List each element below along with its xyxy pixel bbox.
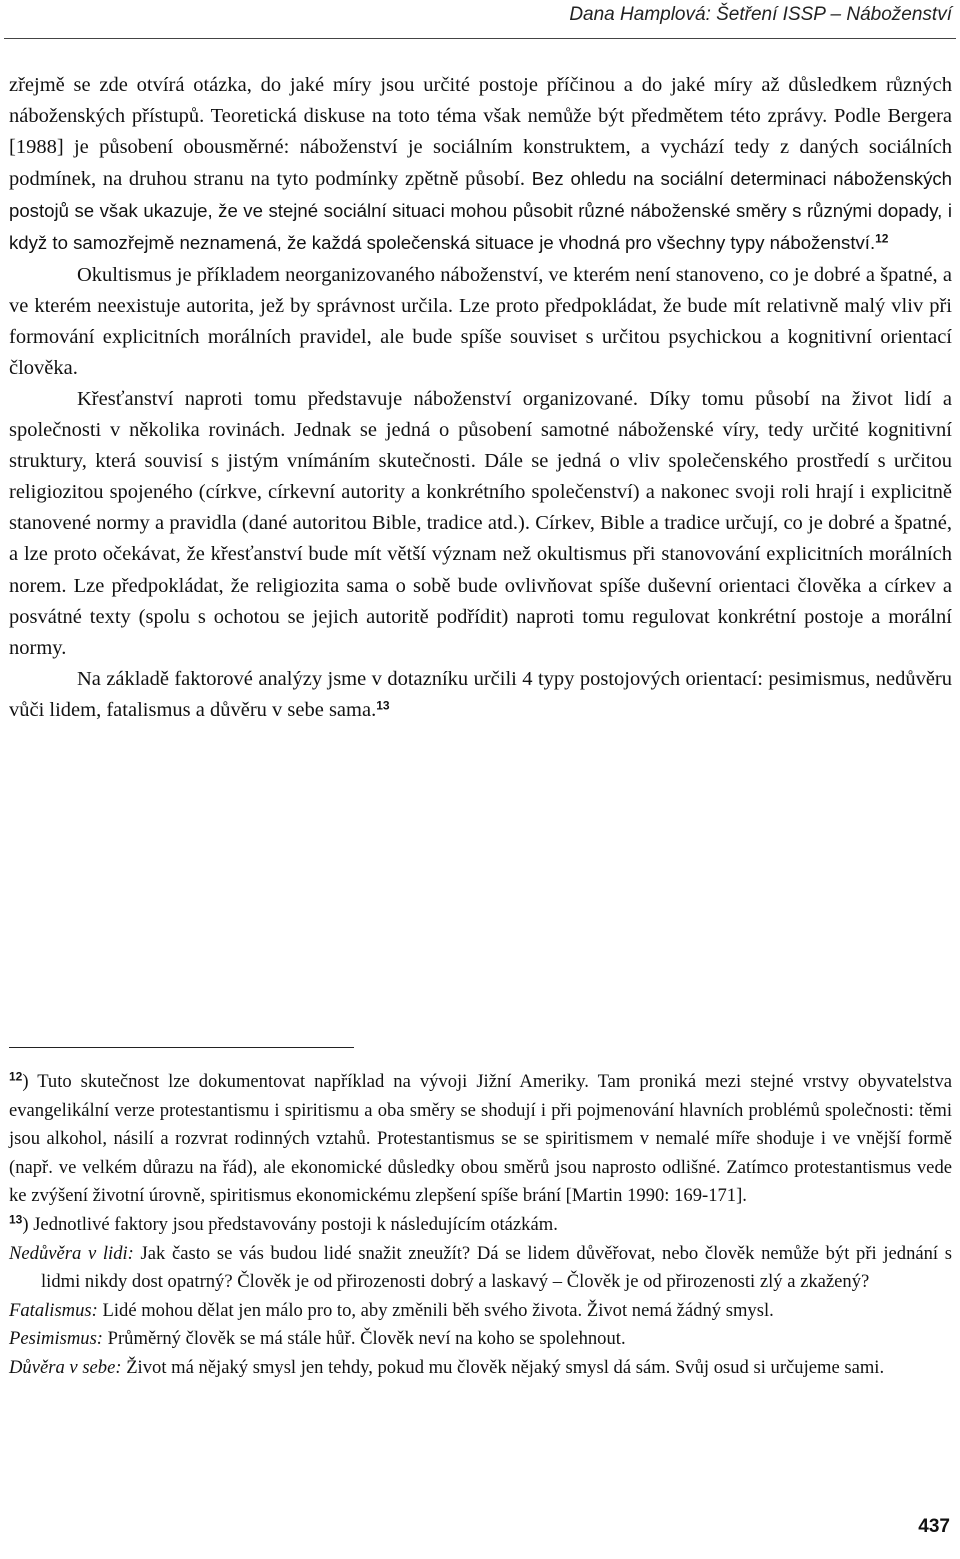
footnote-12-mark: 12 bbox=[9, 1069, 23, 1084]
definition-text: Život má nějaký smysl jen tehdy, pokud mu člověk nějaký smysl dá sám. Svůj osud si určujeme sami. bbox=[121, 1356, 885, 1378]
paragraph-4 bbox=[9, 664, 952, 726]
paragraph-4-text: Na základě faktorové analýzy jsme v dotazníku určili 4 typy postojových orientací: pesimismus, nedůvěru vůči lidem, fatalismus a důvěru v sebe sama. bbox=[9, 667, 952, 721]
definition-nedůvěra bbox=[9, 1240, 952, 1297]
footnote-12 bbox=[9, 1068, 952, 1211]
footnote-ref-13[interactable]: 13 bbox=[376, 698, 390, 713]
definition-text: Průměrný člověk se má stále hůř. Člověk neví na koho se spolehnout. bbox=[103, 1328, 626, 1350]
footnote-13 bbox=[9, 1211, 952, 1240]
running-header: Dana Hamplová: Šetření ISSP – Náboženství bbox=[569, 4, 952, 25]
header-divider bbox=[4, 38, 956, 39]
definition-text: Lidé mohou dělat jen málo pro to, aby změnili běh svého života. Život nemá žádný smysl. bbox=[97, 1299, 774, 1321]
definition-text: Jak často se vás budou lidé snažit zneužít? Dá se lidem důvěřovat, nebo člověk nemůže být při jednání s lidmi nikdy dost opatrný? Člověk je od přirozenosti dobrý a laskavý – Člověk je od přirozenosti zlý a zkažený? bbox=[41, 1242, 952, 1293]
definition-term: Nedůvěra v lidi: bbox=[9, 1242, 134, 1264]
definition-fatalismus bbox=[9, 1297, 952, 1326]
paragraph-3: Křesťanství naproti tomu představuje náboženství organizované. Díky tomu působí na život lidí a společnosti v několika rovinách. Jednak se jedná o působení samotné náboženské víry, tedy určité kognitivní struktury, která souvisí s jistým vnímáním skutečnosti. Dále se jedná o vliv společenského prostředí s určitou religiozitou spojeného (církve, církevní autority a konkrétního společenství) a nakonec svoji roli hrají i explicitně stanovené normy a pravidla (dané autoritou Bible, tradice atd.). Církev, Bible a tradice určují, co je dobré a špatné, a lze proto očekávat, že křesťanství bude mít větší význam než okultismus při stanovování explicitních morálních norem. Lze předpokládat, že religiozita sama o sobě bude ovlivňovat spíše duševní orientaci člověka a církev a posvátné texty (spolu s ochotou se jejich autoritě podřídit) naproti tomu regulovat konkrétní postoje a morální normy. bbox=[9, 387, 952, 659]
page-number: 437 bbox=[918, 1516, 950, 1537]
paragraph-1-sans: Bez ohledu na sociální determinaci náboženských postojů se však ukazuje, že ve stejné sociální situaci mohou působit různé náboženské směry s různými dopady, i když to samozřejmě neznamená, že každá společenská situace je vhodná pro všechny typy náboženství. bbox=[9, 168, 953, 254]
footnote-13-mark: 13 bbox=[9, 1212, 23, 1227]
main-text bbox=[9, 70, 952, 726]
paragraph-1-serif: zřejmě se zde otvírá otázka, do jaké míry jsou určité postoje příčinou a do jaké míry až důsledkem různých náboženských přístupů. Teoretická diskuse na toto téma však nemůže být předmětem této zprávy. Podle Bergera [1988] je působení obousměrné: náboženství je sociálním konstruktem, a vychází tedy z daných sociálních podmínek, na druhou stranu na tyto podmínky zpětně působí. bbox=[9, 74, 952, 191]
paragraph-1 bbox=[9, 70, 952, 260]
footnote-ref-12[interactable]: 12 bbox=[875, 231, 889, 246]
definition-term: Fatalismus: bbox=[9, 1299, 98, 1321]
footnote-13-text: ) Jednotlivé faktory jsou představovány postoji k následujícím otázkám. bbox=[22, 1213, 558, 1235]
paragraph-2: Okultismus je příkladem neorganizovaného náboženství, ve kterém není stanoveno, co je dobré a špatné, a ve kterém neexistuje autorita, jež by správnost určila. Lze proto předpokládat, že bude mít relativně malý vliv při formování explicitních morálních pravidel, ale bude spíše souviset s určitou psychickou a kognitivní orientací člověka. bbox=[9, 263, 952, 379]
definition-term: Pesimismus: bbox=[9, 1328, 103, 1350]
definition-pesimismus bbox=[9, 1325, 952, 1354]
definition-term: Důvěra v sebe: bbox=[9, 1356, 122, 1378]
footnotes bbox=[9, 1068, 952, 1383]
footnote-divider bbox=[9, 1047, 354, 1048]
footnote-12-text: ) Tuto skutečnost lze dokumentovat například na vývoji Jižní Ameriky. Tam proniká mezi stejné vrstvy obyvatelstva evangelikální verze protestantismu i spiritismu a oba směry se shodují i při pojmenování hlavních problémů společnosti: těmi jsou alkohol, násilí a rozvrat rodinných vztahů. Protestantismus se se spiritismem v nemalé míře shoduje i ve vnější formě (např. ve velkém důrazu na řád), ale ekonomické důsledky obou směrů jsou naprosto odlišné. Zatímco protestantismus vede ke zvýšení životní úrovně, spiritismus ekonomickému zlepšení spíše brání [Martin 1990: 169-171]. bbox=[9, 1071, 952, 1207]
definition-duvera-v-sebe bbox=[9, 1354, 952, 1383]
